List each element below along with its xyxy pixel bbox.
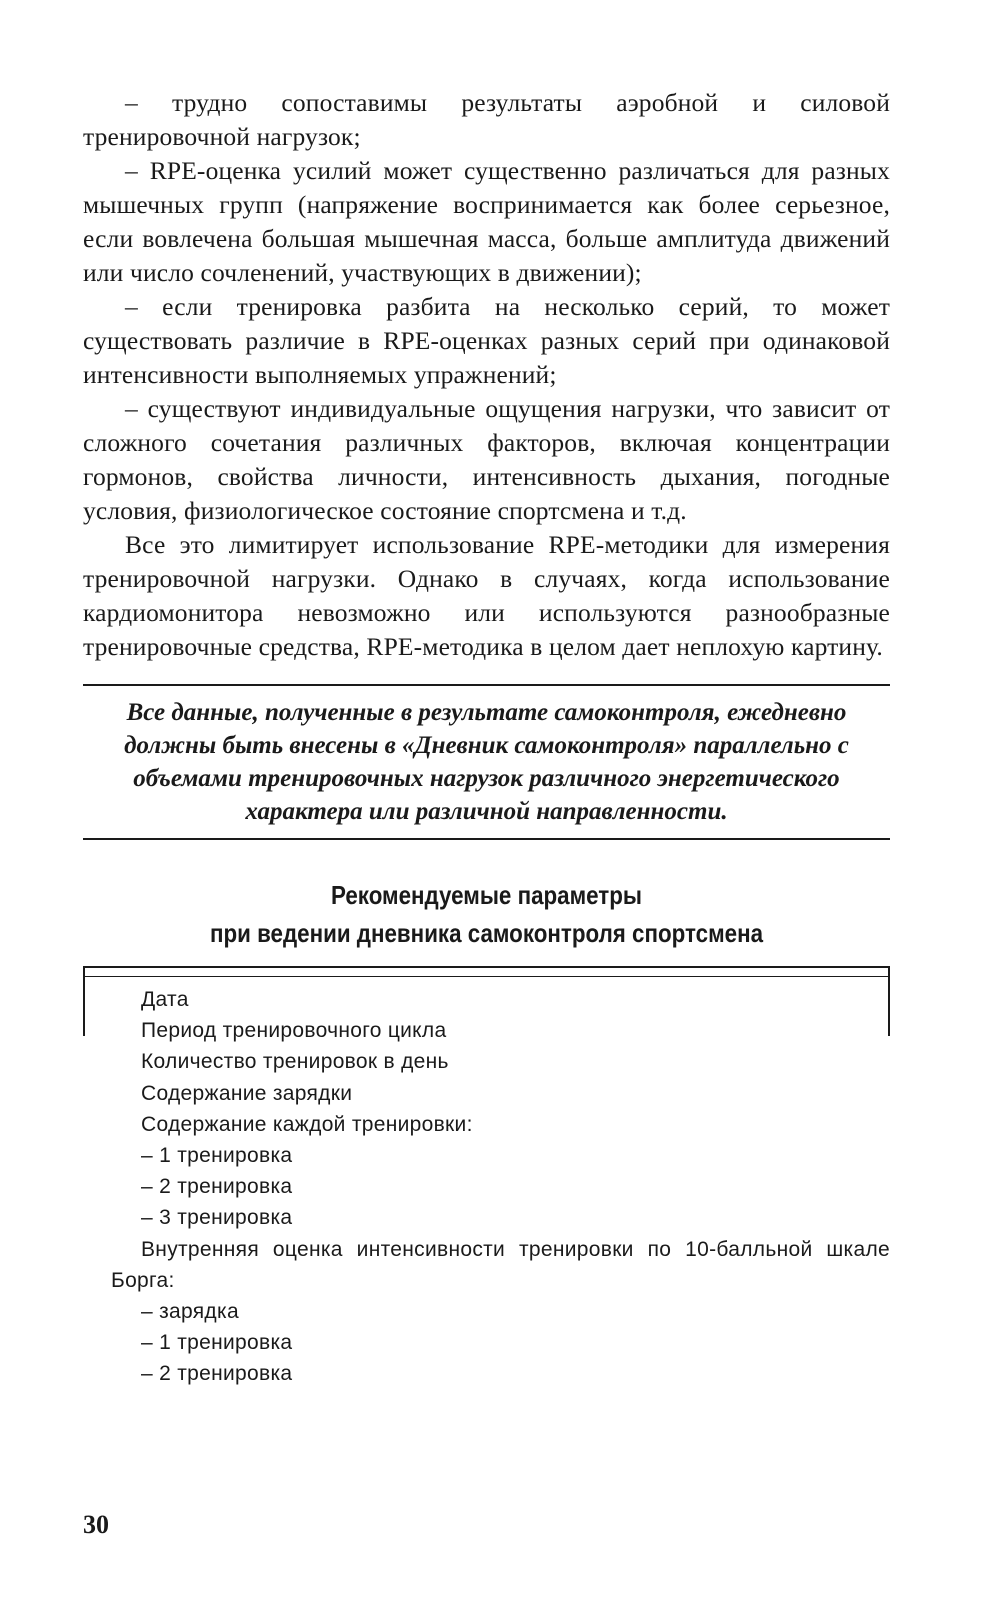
parameters-box [83, 966, 890, 1390]
list-item: Дата [141, 988, 189, 1011]
heading-line-1: Рекомендуемые параметры [331, 880, 642, 910]
list-item: Содержание зарядки [141, 1081, 353, 1105]
box-frame-top [83, 966, 890, 977]
box-frame-left [83, 966, 85, 1036]
list-item: Период тренировочного цикла [141, 1019, 447, 1043]
list-item: – 3 тренировка [141, 1206, 293, 1230]
section-heading-line [139, 876, 833, 952]
callout-text: Все данные, полученные в результате самоконтроля, ежедневно должны быть внесены в «Дневник самоконтроля» параллельно с объемами тренировочных нагрузок различного энергетического характера или различной направленности. [124, 699, 849, 825]
list-item: Внутренняя оценка интенсивности тренировки по 10-балльной шкале Борга: [111, 1237, 890, 1292]
page-content [83, 86, 890, 1390]
heading-line-2: при ведении дневника самоконтроля спортсмена [209, 918, 764, 948]
paragraph: Все это лимитирует использование RPE-методики для измерения тренировочной нагрузки. Однако в случаях, когда использование кардиомонитора невозможно или используются разнообразные тренировочные средства, RPE-методика в целом дает неплохую картину. [83, 530, 890, 661]
callout-box [83, 684, 890, 840]
list-item: – зарядка [141, 1300, 239, 1324]
page-number: 30 [83, 1510, 109, 1539]
list-item: – 1 тренировка [141, 1144, 293, 1168]
paragraph: – трудно сопоставимы результаты аэробной и силовой тренировочной нагрузок; [83, 88, 890, 151]
box-frame-right [888, 966, 890, 1036]
paragraph: – если тренировка разбита на несколько серий, то может существовать различие в RPE-оценках разных серий при одинаковой интенсивности выполняемых упражнений; [83, 292, 890, 389]
list-item: – 2 тренировка [141, 1362, 293, 1386]
list-item: Содержание каждой тренировки: [141, 1112, 473, 1136]
list-item: Количество тренировок в день [141, 1050, 449, 1074]
list-item: – 1 тренировка [141, 1331, 293, 1355]
section-heading [83, 876, 890, 952]
paragraph: – RPE-оценка усилий может существенно различаться для разных мышечных групп (напряжение воспринимается как более серьезное, если вовлечена большая мышечная масса, больше амплитуда движений или число сочленений, участвующих в движении); [83, 156, 890, 287]
paragraph: – существуют индивидуальные ощущения нагрузки, что зависит от сложного сочетания различных факторов, включая концентрации гормонов, свойства личности, интенсивность дыхания, погодные условия, физиологическое состояние спортсмена и т.д. [83, 394, 890, 525]
list-item: – 2 тренировка [141, 1175, 293, 1199]
